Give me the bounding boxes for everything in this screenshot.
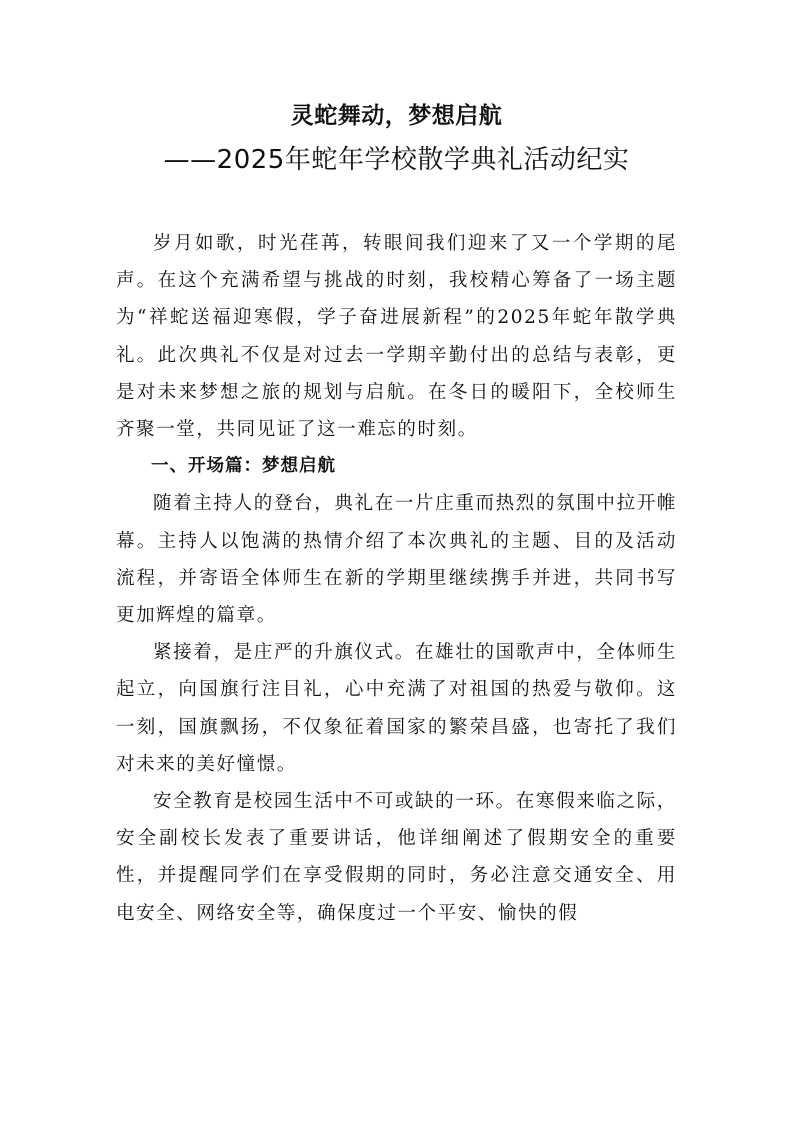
section-paragraph-flag-ceremony: 紧接着，是庄严的升旗仪式。在雄壮的国歌声中，全体师生起立，向国旗行注目礼，心中充满了对祖国的热爱与敬仰。这一刻，国旗飘扬，不仅象征着国家的繁荣昌盛，也寄托了我们对未来的美好憧憬。 xyxy=(116,642,677,775)
document-subtitle: ——2025年蛇年学校散学典礼活动纪实 xyxy=(163,145,630,175)
section-paragraph-host: 随着主持人的登台，典礼在一片庄重而热烈的氛围中拉开帷幕。主持人以饱满的热情介绍了本次典礼的主题、目的及活动流程，并寄语全体师生在新的学期里继续携手并进，共同书写更加辉煌的篇章。 xyxy=(116,493,677,627)
section-paragraph-safety: 安全教育是校园生活中不可或缺的一环。在寒假来临之际，安全副校长发表了重要讲话，他详细阐述了假期安全的重要性，并提醒同学们在享受假期的同时，务必注意交通安全、用电安全、网络安全等，确保度过一个平安、愉快的假 xyxy=(116,791,677,924)
document-body xyxy=(116,225,677,932)
intro-paragraph: 岁月如歌，时光荏苒，转眼间我们迎来了又一个学期的尾声。在这个充满希望与挑战的时刻，我校精心筹备了一场主题为“祥蛇送福迎寒假，学子奋进展新程”的2025年蛇年散学典礼。此次典礼不仅是对过去一学期辛勤付出的总结与表彰，更是对未来梦想之旅的规划与启航。在冬日的暖阳下，全校师生齐聚一堂，共同见证了这一难忘的时刻。 xyxy=(116,233,677,441)
section-heading-opening: 一、开场篇：梦想启航 xyxy=(151,456,336,477)
document-title: 灵蛇舞动，梦想启航 xyxy=(290,103,503,129)
